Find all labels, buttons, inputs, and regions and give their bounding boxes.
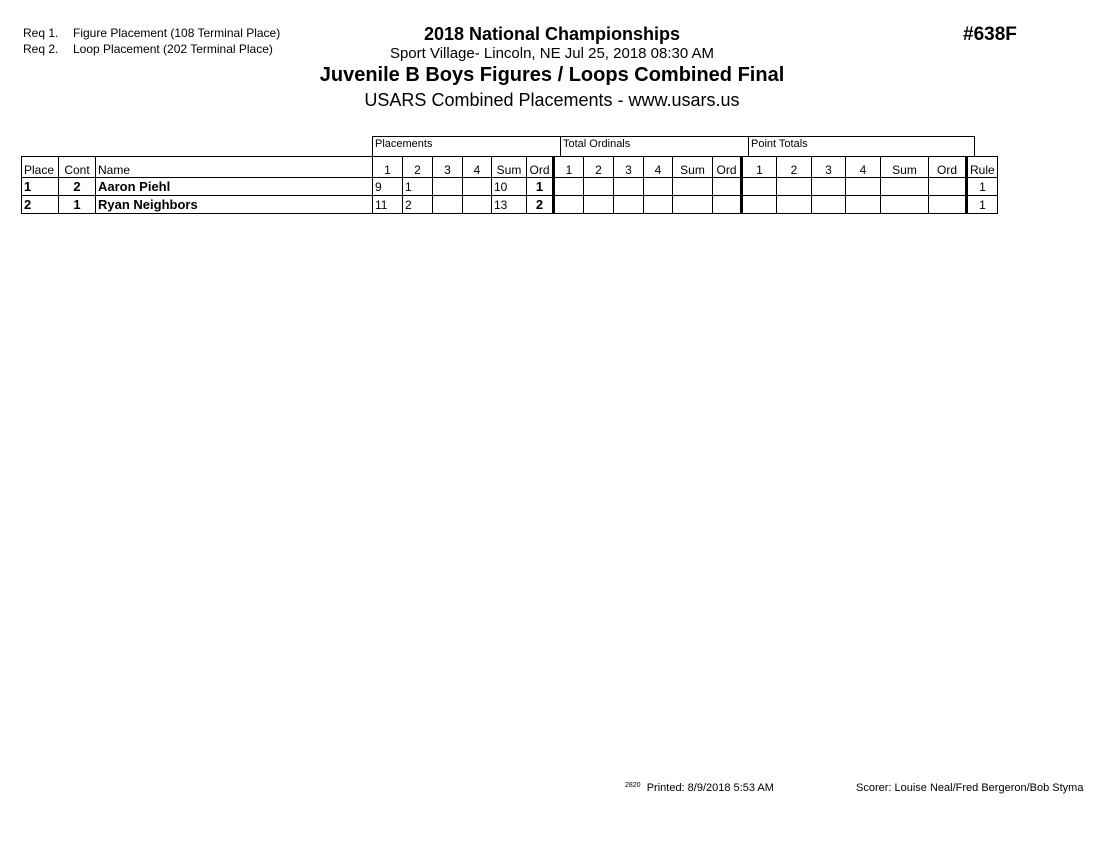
competition-title: 2018 National Championships <box>423 24 681 44</box>
cell-points-ord <box>929 196 967 214</box>
col-cont: Cont <box>59 157 96 178</box>
col-placement-4: 4 <box>463 157 492 178</box>
cell-points-3 <box>812 178 846 196</box>
col-placement-1: 1 <box>373 157 403 178</box>
cell-placement-ord: 2 <box>527 196 554 214</box>
requirement-2 <box>23 41 273 57</box>
cell-name: Ryan Neighbors <box>96 196 373 214</box>
cell-ordinal-2 <box>584 178 614 196</box>
cell-points-4 <box>846 178 881 196</box>
cell-ordinal-2 <box>584 196 614 214</box>
col-placement-2: 2 <box>403 157 433 178</box>
col-points-sum: Sum <box>881 157 929 178</box>
cell-placement-3 <box>433 196 463 214</box>
cell-placement-sum: 10 <box>492 178 527 196</box>
cell-points-sum <box>881 196 929 214</box>
cell-ordinal-ord <box>713 178 742 196</box>
cell-ordinal-ord <box>713 196 742 214</box>
col-ordinal-3: 3 <box>614 157 644 178</box>
printed-timestamp: Printed: 8/9/2018 5:53 AM <box>646 782 774 794</box>
cell-ordinal-1 <box>554 178 584 196</box>
event-subtitle: USARS Combined Placements - www.usars.us <box>364 90 740 110</box>
cell-placement-sum: 13 <box>492 196 527 214</box>
col-rule: Rule <box>967 157 998 178</box>
cell-rule: 1 <box>967 196 998 214</box>
col-placement-3: 3 <box>433 157 463 178</box>
table-row <box>22 196 998 214</box>
results-table <box>21 156 998 214</box>
col-ordinal-4: 4 <box>644 157 673 178</box>
col-placement-sum: Sum <box>492 157 527 178</box>
cell-points-ord <box>929 178 967 196</box>
cell-placement-ord: 1 <box>527 178 554 196</box>
requirement-label: Req 1. <box>23 26 59 40</box>
cell-points-1 <box>742 178 777 196</box>
cell-placement-2: 1 <box>403 178 433 196</box>
col-name: Name <box>96 157 373 178</box>
cell-ordinal-4 <box>644 178 673 196</box>
cell-place: 1 <box>22 178 59 196</box>
col-points-2: 2 <box>777 157 812 178</box>
cell-points-4 <box>846 196 881 214</box>
print-info <box>625 782 774 794</box>
cell-ordinal-sum <box>673 196 713 214</box>
event-number: #638F <box>963 24 1017 45</box>
cell-place: 2 <box>22 196 59 214</box>
requirement-text: Figure Placement (108 Terminal Place) <box>73 26 281 40</box>
cell-ordinal-4 <box>644 196 673 214</box>
cell-placement-4 <box>463 178 492 196</box>
cell-cont: 1 <box>59 196 96 214</box>
report-code: 2820 <box>625 782 641 789</box>
cell-rule: 1 <box>967 178 998 196</box>
col-points-3: 3 <box>812 157 846 178</box>
cell-cont: 2 <box>59 178 96 196</box>
col-place: Place <box>22 157 59 178</box>
cell-placement-4 <box>463 196 492 214</box>
cell-placement-2: 2 <box>403 196 433 214</box>
event-title: Juvenile B Boys Figures / Loops Combined Final <box>319 64 785 86</box>
col-points-ord: Ord <box>929 157 967 178</box>
col-points-1: 1 <box>742 157 777 178</box>
group-total-ordinals: Total Ordinals <box>560 136 749 156</box>
table-row <box>22 178 998 196</box>
cell-ordinal-3 <box>614 196 644 214</box>
cell-name: Aaron Piehl <box>96 178 373 196</box>
requirement-1 <box>23 25 280 41</box>
group-placements: Placements <box>372 136 561 156</box>
venue-line: Sport Village- Lincoln, NE Jul 25, 2018 08:30 AM <box>389 45 715 62</box>
cell-points-2 <box>777 196 812 214</box>
requirement-text: Loop Placement (202 Terminal Place) <box>73 42 273 56</box>
cell-ordinal-3 <box>614 178 644 196</box>
cell-points-1 <box>742 196 777 214</box>
cell-points-2 <box>777 178 812 196</box>
cell-placement-3 <box>433 178 463 196</box>
cell-points-3 <box>812 196 846 214</box>
col-ordinal-1: 1 <box>554 157 584 178</box>
table-header-row <box>22 157 998 178</box>
col-placement-ord: Ord <box>527 157 554 178</box>
col-ordinal-sum: Sum <box>673 157 713 178</box>
group-point-totals: Point Totals <box>748 136 975 156</box>
col-ordinal-ord: Ord <box>713 157 742 178</box>
col-points-4: 4 <box>846 157 881 178</box>
col-ordinal-2: 2 <box>584 157 614 178</box>
cell-placement-1: 9 <box>373 178 403 196</box>
cell-placement-1: 11 <box>373 196 403 214</box>
cell-ordinal-sum <box>673 178 713 196</box>
scorer-info: Scorer: Louise Neal/Fred Bergeron/Bob Styma <box>856 782 1084 794</box>
cell-points-sum <box>881 178 929 196</box>
cell-ordinal-1 <box>554 196 584 214</box>
requirement-label: Req 2. <box>23 42 59 56</box>
